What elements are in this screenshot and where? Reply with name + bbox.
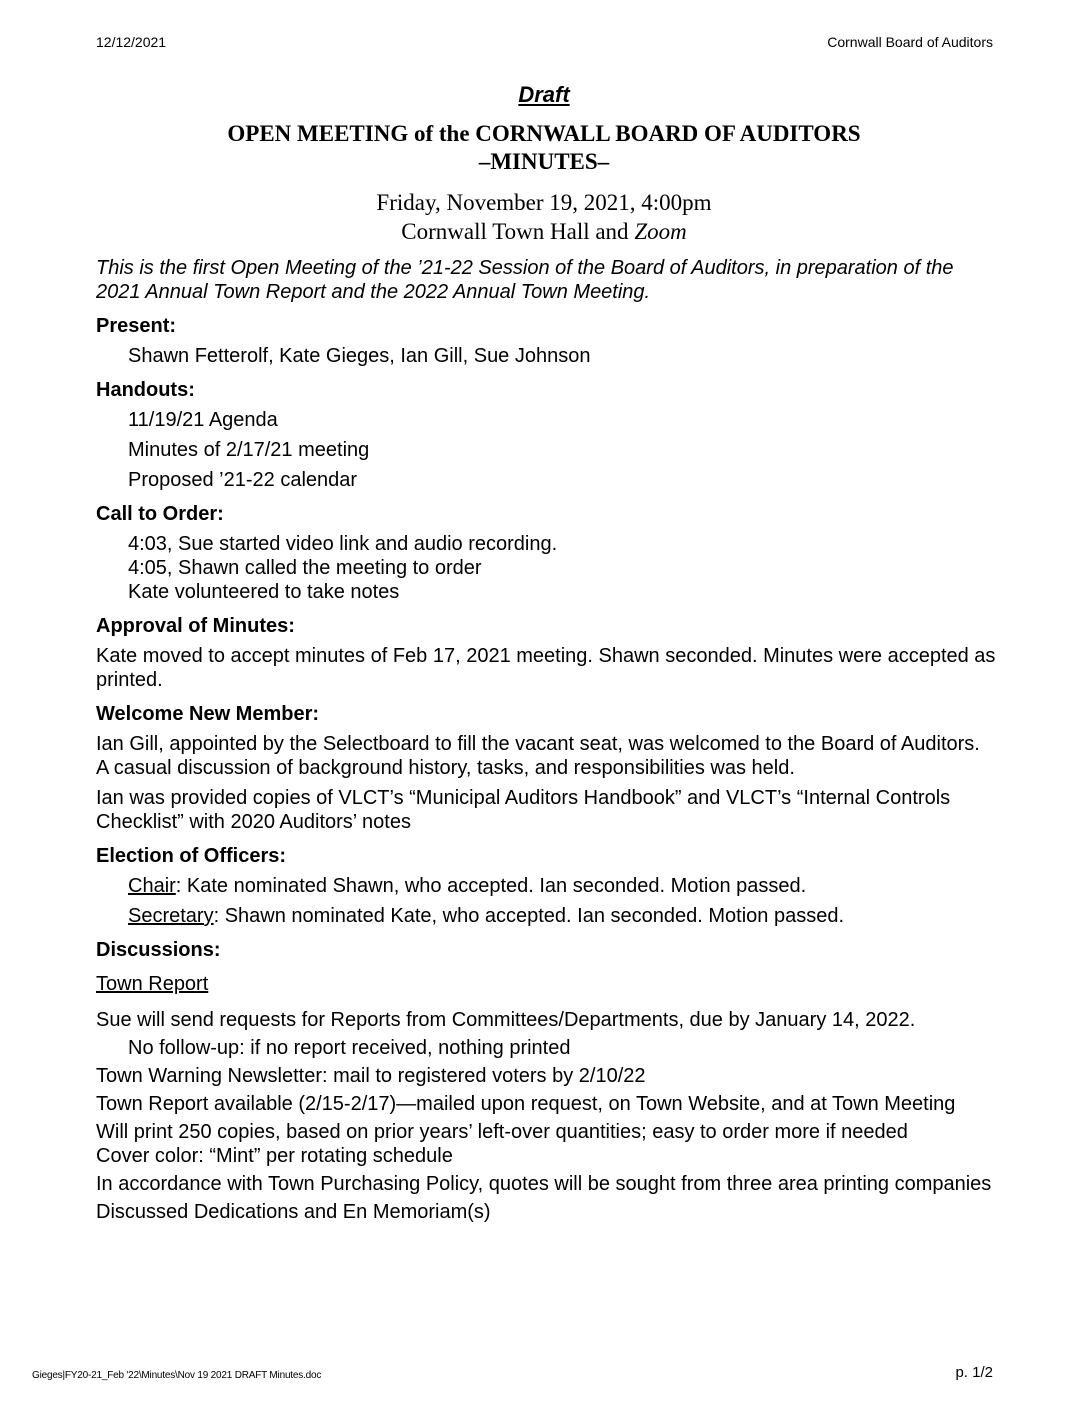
discussion-item: Cover color: “Mint” per rotating schedule xyxy=(96,1145,453,1167)
welcome-heading: Welcome New Member: xyxy=(96,703,320,725)
minutes-body xyxy=(96,256,996,1228)
discussion-item: Town Warning Newsletter: mail to registered voters by 2/10/22 xyxy=(96,1065,646,1087)
election-secretary xyxy=(96,904,996,928)
call-to-order-item: 4:05, Shawn called the meeting to order xyxy=(128,557,482,579)
title-line-2: –MINUTES– xyxy=(478,149,610,174)
meeting-location-prefix: Cornwall Town Hall and xyxy=(401,219,635,244)
handout-item: Proposed ’21-22 calendar xyxy=(128,469,358,491)
secretary-label: Secretary xyxy=(128,905,214,927)
chair-label: Chair xyxy=(128,875,176,897)
document-title xyxy=(0,120,1088,176)
header-date: 12/12/2021 xyxy=(96,34,167,50)
discussions-heading: Discussions: xyxy=(96,939,221,961)
footer-file-path: Gieges|FY20-21_Feb '22\Minutes\Nov 19 2021 DRAFT Minutes.doc xyxy=(32,1370,322,1381)
title-line-1: OPEN MEETING of the CORNWALL BOARD OF AUDITORS xyxy=(227,121,861,146)
approval-heading: Approval of Minutes: xyxy=(96,615,295,637)
welcome-paragraph-2: Ian was provided copies of VLCT’s “Municipal Auditors Handbook” and VLCT’s “Internal Controls Checklist” with 2020 Auditors’ notes xyxy=(96,787,951,833)
discussion-item: In accordance with Town Purchasing Policy, quotes will be sought from three area printing companies xyxy=(96,1173,992,1195)
handouts-heading: Handouts: xyxy=(96,379,195,401)
discussion-item: Will print 250 copies, based on prior years’ left-over quantities; easy to order more if needed xyxy=(96,1121,908,1143)
header-organization: Cornwall Board of Auditors xyxy=(827,34,993,50)
election-chair xyxy=(96,874,996,898)
election-heading: Election of Officers: xyxy=(96,845,287,867)
meeting-location xyxy=(0,217,1088,246)
handout-item: 11/19/21 Agenda xyxy=(128,409,278,431)
present-heading: Present: xyxy=(96,315,177,337)
approval-text: Kate moved to accept minutes of Feb 17, 2021 meeting. Shawn seconded. Minutes were accepted as printed. xyxy=(96,645,996,691)
meeting-location-zoom: Zoom xyxy=(634,219,687,244)
handout-item: Minutes of 2/17/21 meeting xyxy=(128,439,370,461)
discussion-item: No follow-up: if no report received, nothing printed xyxy=(128,1037,571,1059)
discussion-item: Town Report available (2/15-2/17)—mailed upon request, on Town Website, and at Town Meeting xyxy=(96,1093,956,1115)
welcome-paragraph-1: Ian Gill, appointed by the Selectboard to fill the vacant seat, was welcomed to the Board of Auditors. A casual discussion of background history, tasks, and responsibilities was held. xyxy=(96,733,980,779)
meeting-info xyxy=(0,188,1088,246)
call-to-order-item: Kate volunteered to take notes xyxy=(128,581,400,603)
meeting-datetime: Friday, November 19, 2021, 4:00pm xyxy=(376,190,712,215)
discussion-item: Discussed Dedications and En Memoriam(s) xyxy=(96,1201,491,1223)
call-to-order-item: 4:03, Sue started video link and audio recording. xyxy=(128,533,558,555)
secretary-text: : Shawn nominated Kate, who accepted. Ian seconded. Motion passed. xyxy=(213,905,845,927)
present-attendees: Shawn Fetterolf, Kate Gieges, Ian Gill, Sue Johnson xyxy=(128,345,591,367)
chair-text: : Kate nominated Shawn, who accepted. Ian seconded. Motion passed. xyxy=(175,875,807,897)
intro-paragraph: This is the first Open Meeting of the ’21-22 Session of the Board of Auditors, in preparation of the 2021 Annual Town Report and the 2022 Annual Town Meeting. xyxy=(96,257,954,303)
discussion-item: Sue will send requests for Reports from Committees/Departments, due by January 14, 2022. xyxy=(96,1009,916,1031)
town-report-subheading: Town Report xyxy=(96,973,209,995)
call-to-order-heading: Call to Order: xyxy=(96,503,224,525)
footer-page-number: p. 1/2 xyxy=(955,1364,993,1381)
draft-label: Draft xyxy=(518,82,570,107)
